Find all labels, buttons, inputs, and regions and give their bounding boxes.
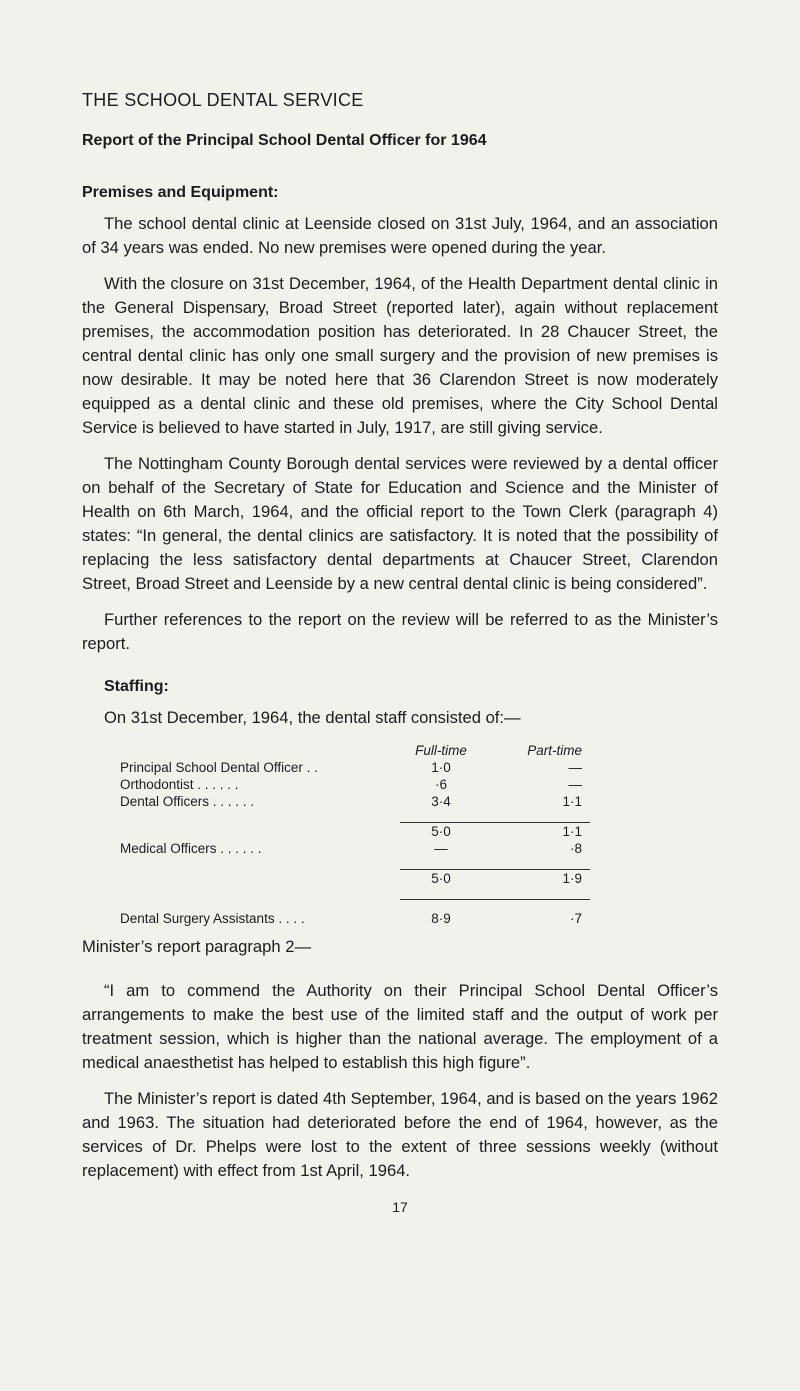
staff-table: [120, 742, 590, 927]
paragraph: Further references to the report on the review will be referred to as the Minister’s report.: [82, 610, 718, 653]
col-header-part-time: Part-time: [527, 743, 582, 758]
subtotal-row: [120, 823, 590, 841]
section-heading-staffing: Staffing:: [104, 678, 169, 695]
page-number: 17: [392, 1198, 408, 1215]
row-label: Medical Officers . . . . . .: [120, 841, 262, 856]
full-time-value: 1·0: [431, 760, 451, 775]
report-subtitle: Report of the Principal School Dental Officer for 1964: [82, 132, 487, 149]
row-label: Principal School Dental Officer . .: [120, 760, 318, 775]
paragraph: Minister’s report paragraph 2—: [82, 936, 312, 956]
page-title: THE SCHOOL DENTAL SERVICE: [82, 90, 364, 110]
row-label: Dental Surgery Assistants . . . .: [120, 910, 305, 926]
row-label: Dental Officers . . . . . .: [120, 794, 255, 809]
full-time-value: 5·0: [400, 870, 482, 888]
total-row: [120, 870, 590, 888]
part-time-value: 1·1: [482, 823, 590, 841]
part-time-value: ·7: [482, 900, 590, 927]
section-heading-premises: Premises and Equipment:: [82, 184, 279, 201]
row-label: [120, 823, 400, 841]
table-row: [120, 840, 590, 857]
col-header-full-time: Full-time: [415, 743, 467, 758]
paragraph: The school dental clinic at Leenside closed on 31st July, 1964, and an association of 34 years was ended. No new premises were opened during the year.: [82, 214, 718, 257]
full-time-value: ·6: [434, 777, 447, 792]
table-row: [120, 793, 590, 810]
paragraph: The Minister’s report is dated 4th September, 1964, and is based on the years 1962 and 1963. The situation had deteriorated before the end of 1964, however, as the services of Dr. Phelps were lost to the extent of three sessions weekly (without replacement) with effect from 1st April, 1964.: [82, 1088, 718, 1180]
full-time-value: 3·4: [431, 794, 451, 809]
paragraph: The Nottingham County Borough dental services were reviewed by a dental officer on behalf of the Secretary of State for Education and Science and the Minister of Health on 6th March, 1964, and the official report to the Town Clerk (paragraph 4) states: “In general, the dental clinics are satisfactory. It is noted that the possibility of replacing the less satisfactory dental departments at Chaucer Street, Clarendon Street, Broad Street and Leenside by a new central dental clinic is being considered”.: [82, 454, 718, 593]
part-time-value: 1·9: [482, 870, 590, 888]
table-row: [120, 776, 590, 793]
part-time-value: 1·1: [562, 794, 582, 809]
part-time-value: ·8: [569, 841, 582, 856]
table-row: [120, 900, 590, 927]
row-label: Orthodontist . . . . . .: [120, 777, 239, 792]
full-time-value: 5·0: [400, 823, 482, 841]
row-label: [120, 870, 400, 888]
full-time-value: 8·9: [400, 900, 482, 927]
quotation: “I am to commend the Authority on their Principal School Dental Officer’s arrangements to make the best use of the limited staff and the output of work per treatment session, which is higher than the national average. The employment of a medical anaesthetist has helped to establish this high figure”.: [82, 980, 718, 1072]
table-header-row: [120, 742, 590, 759]
full-time-value: —: [434, 841, 448, 856]
paragraph: On 31st December, 1964, the dental staff consisted of:—: [104, 708, 521, 727]
table-row: [120, 759, 590, 776]
part-time-value: —: [568, 777, 582, 792]
part-time-value: —: [568, 760, 582, 775]
paragraph: With the closure on 31st December, 1964, of the Health Department dental clinic in the General Dispensary, Broad Street (reported later), again without replacement premises, the accommodation position has deteriorated. In 28 Chaucer Street, the central dental clinic has only one small surgery and the provision of new premises is now desirable. It may be noted here that 36 Clarendon Street is now moderately equipped as a dental clinic and these old premises, where the City School Dental Service is believed to have started in July, 1917, are still giving service.: [82, 274, 718, 437]
